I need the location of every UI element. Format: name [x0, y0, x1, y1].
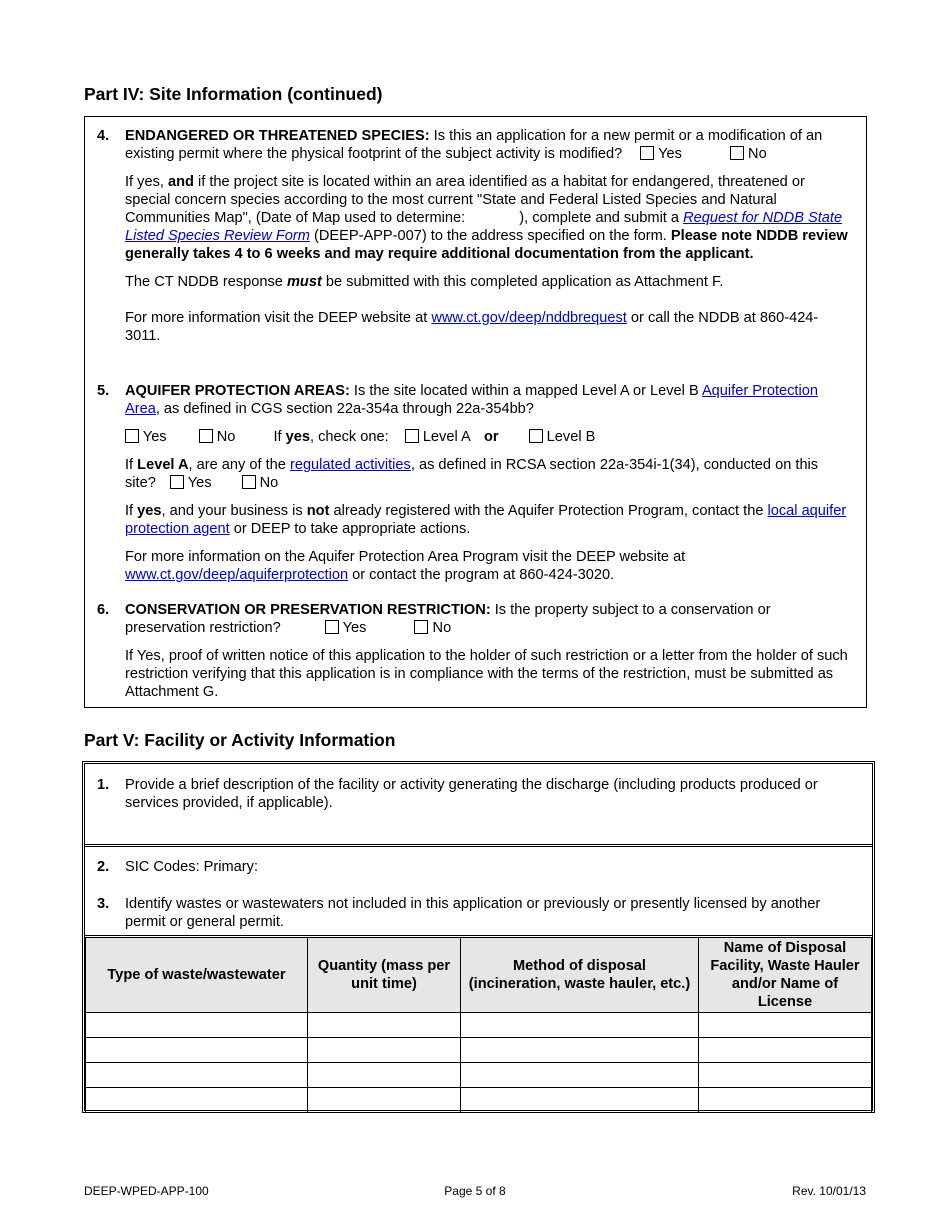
table-cell[interactable]	[308, 1013, 461, 1038]
q6-number: 6.	[97, 602, 110, 618]
q5-answers	[125, 428, 850, 446]
q5-number: 5.	[97, 383, 110, 399]
table-cell[interactable]	[86, 1038, 308, 1063]
q4-yes-label: Yes	[658, 146, 682, 162]
header-type-of-waste: Type of waste/wastewater	[86, 937, 308, 1013]
q5-p3-b: , and your business is	[161, 503, 307, 519]
q6-body	[125, 601, 850, 701]
table-cell[interactable]	[308, 1063, 461, 1088]
q5-paragraph-4	[125, 548, 850, 584]
part-v-box	[82, 761, 875, 1113]
q5-yes-label: Yes	[142, 429, 167, 445]
q4-title: ENDANGERED OR THREATENED SPECIES:	[125, 128, 430, 144]
q6-no-label: No	[432, 620, 452, 636]
q5-question-text-b: , as defined in CGS section 22a-354a through 22a-354bb?	[155, 401, 534, 417]
q4-p1-text-d: (DEEP-APP-007) to the address specified on the form.	[309, 228, 671, 244]
q5-p3-yes: yes	[137, 503, 162, 519]
q5-ifyes-a: If	[273, 429, 286, 445]
q4-question	[125, 127, 850, 163]
regulated-activities-link[interactable]: regulated activities	[289, 457, 411, 473]
q5-activities-no-checkbox[interactable]	[242, 475, 256, 489]
q5-p3-a: If	[125, 503, 138, 519]
level-b-checkbox[interactable]	[529, 429, 543, 443]
header-disposal-facility: Name of Disposal Facility, Waste Hauler and/or Name of License	[699, 937, 872, 1013]
level-b-label: Level B	[546, 429, 596, 445]
q4-p1-text-c: ), complete and submit a	[519, 210, 684, 226]
p5-q1-number: 1.	[97, 777, 110, 793]
q5-body	[125, 382, 850, 584]
q5-no-checkbox[interactable]	[199, 429, 213, 443]
q4-p3-text-a: For more information visit the DEEP website at	[125, 310, 432, 326]
p5-q3-number: 3.	[97, 896, 110, 912]
waste-table-header	[86, 937, 872, 1013]
table-cell[interactable]	[461, 1088, 699, 1113]
waste-table	[85, 935, 872, 1113]
table-cell[interactable]	[308, 1088, 461, 1113]
q5-or: or	[483, 429, 499, 445]
q5-paragraph-3	[125, 502, 850, 538]
q4-p3-text-b: or call the NDDB at 860-424-3011.	[125, 310, 819, 344]
q4-paragraph-2	[125, 273, 850, 291]
q6-paragraph-1: If Yes, proof of written notice of this application to the holder of such restriction or a letter from the holder of such restriction verifying that this application is in compliance with the terms of the restriction, must be submitted as Attachment G.	[125, 648, 848, 700]
q5-p4-a: For more information on the Aquifer Protection Area Program visit the DEEP website at	[125, 549, 686, 565]
p5-q1-text: Provide a brief description of the facility or activity generating the discharge (including products produced or services provided, if applicable).	[125, 777, 818, 811]
q4-paragraph-1	[125, 173, 850, 263]
level-a-checkbox[interactable]	[405, 429, 419, 443]
part-iv-heading: Part IV: Site Information (continued)	[84, 84, 383, 104]
p5-q2-number: 2.	[97, 859, 110, 875]
q5-p2-b: , are any of the	[188, 457, 290, 473]
q4-p2-text-b: be submitted with this completed application as Attachment F.	[321, 274, 724, 290]
local-aquifer-agent-link[interactable]: local aquifer protection agent	[125, 503, 847, 537]
p5-q3-text: Identify wastes or wastewaters not included in this application or previously or presently licensed by another permit or general permit.	[125, 896, 821, 930]
q5-activities-yes-label: Yes	[187, 475, 212, 491]
aquifer-protection-website-link[interactable]: www.ct.gov/deep/aquiferprotection	[125, 567, 349, 583]
table-cell[interactable]	[699, 1013, 872, 1038]
q5-question-text: Is the site located within a mapped Level A or Level B	[349, 383, 702, 399]
q4-p1-note: Please note NDDB review generally takes 4 to 6 weeks and may require additional documentation from the applicant.	[125, 228, 848, 262]
table-cell[interactable]	[699, 1038, 872, 1063]
table-row	[86, 1013, 872, 1038]
q5-p2-a: If	[125, 457, 138, 473]
table-cell[interactable]	[699, 1063, 872, 1088]
header-method-of-disposal: Method of disposal (incineration, waste hauler, etc.)	[461, 937, 699, 1013]
table-cell[interactable]	[86, 1063, 308, 1088]
nddb-review-form-link[interactable]: Request for NDDB State Listed Species Review Form	[125, 210, 843, 244]
q5-title: AQUIFER PROTECTION AREAS:	[125, 383, 350, 399]
q5-p3-not: not	[306, 503, 330, 519]
q4-no-checkbox[interactable]	[730, 146, 744, 160]
table-row	[86, 1038, 872, 1063]
q6-question-text: Is the property subject to a conservation or preservation restriction?	[125, 602, 771, 636]
q5-p3-c: already registered with the Aquifer Protection Program, contact the	[329, 503, 768, 519]
header-quantity: Quantity (mass per unit time)	[308, 937, 461, 1013]
q5-paragraph-2	[125, 456, 850, 492]
table-row	[86, 1063, 872, 1088]
table-cell[interactable]	[461, 1063, 699, 1088]
q4-no-label: No	[748, 146, 767, 162]
table-cell[interactable]	[461, 1013, 699, 1038]
table-cell[interactable]	[86, 1088, 308, 1113]
q5-ifyes-c: , check one:	[309, 429, 389, 445]
part-v-heading: Part V: Facility or Activity Information	[84, 730, 396, 750]
q4-question-text: Is this an application for a new permit or a modification of an existing permit where the physical footprint of the subject activity is modified?	[125, 128, 823, 162]
q6-yes-checkbox[interactable]	[325, 620, 339, 634]
table-cell[interactable]	[699, 1088, 872, 1113]
q6-title: CONSERVATION OR PRESERVATION RESTRICTION:	[125, 602, 491, 618]
footer-form-id: DEEP-WPED-APP-100	[84, 1184, 209, 1198]
part-iv-box	[84, 116, 867, 708]
q5-p3-d: or DEEP to take appropriate actions.	[229, 521, 471, 537]
table-cell[interactable]	[86, 1013, 308, 1038]
footer-revision: Rev. 10/01/13	[792, 1184, 866, 1198]
q6-yes-label: Yes	[342, 620, 367, 636]
nddb-request-link[interactable]: www.ct.gov/deep/nddbrequest	[431, 310, 627, 326]
table-row	[86, 1088, 872, 1113]
q4-paragraph-3	[125, 309, 850, 345]
footer-page-number: Page 5 of 8	[444, 1184, 506, 1198]
q4-p1-and: and	[167, 174, 194, 190]
q4-yes-checkbox[interactable]	[640, 146, 654, 160]
q5-p2-levela: Level A	[137, 457, 189, 473]
p5-q2-text: SIC Codes: Primary:	[125, 859, 258, 875]
level-a-label: Level A	[422, 429, 470, 445]
q5-p2-c: , as defined in RCSA section 22a-354i-1(34), conducted on this site?	[125, 457, 819, 491]
q5-activities-no-label: No	[259, 475, 279, 491]
q6-question	[125, 601, 850, 637]
q5-question	[125, 382, 850, 418]
q4-p2-must: must	[286, 274, 322, 290]
q6-no-checkbox[interactable]	[414, 620, 428, 634]
q4-body	[125, 127, 850, 345]
q4-number: 4.	[97, 128, 110, 144]
q5-ifyes-b: yes	[285, 429, 310, 445]
part-v-question-1	[85, 764, 872, 847]
q4-p2-text-a: The CT NDDB response	[125, 274, 287, 290]
q4-p1-text-a: If yes,	[125, 174, 168, 190]
q5-p4-b: or contact the program at 860-424-3020.	[348, 567, 615, 583]
q5-no-label: No	[216, 429, 236, 445]
table-cell[interactable]	[308, 1038, 461, 1063]
q4-p1-text-b: if the project site is located within an area identified as a habitat for endangered, threatened or special concern species according to the most current "State and Federal Listed Species and Natural Communities Map", (Date of Map used to determine:	[125, 174, 805, 226]
q5-activities-yes-checkbox[interactable]	[170, 475, 184, 489]
table-cell[interactable]	[461, 1038, 699, 1063]
q5-yes-checkbox[interactable]	[125, 429, 139, 443]
aquifer-protection-area-link[interactable]: Aquifer Protection Area	[125, 383, 818, 417]
